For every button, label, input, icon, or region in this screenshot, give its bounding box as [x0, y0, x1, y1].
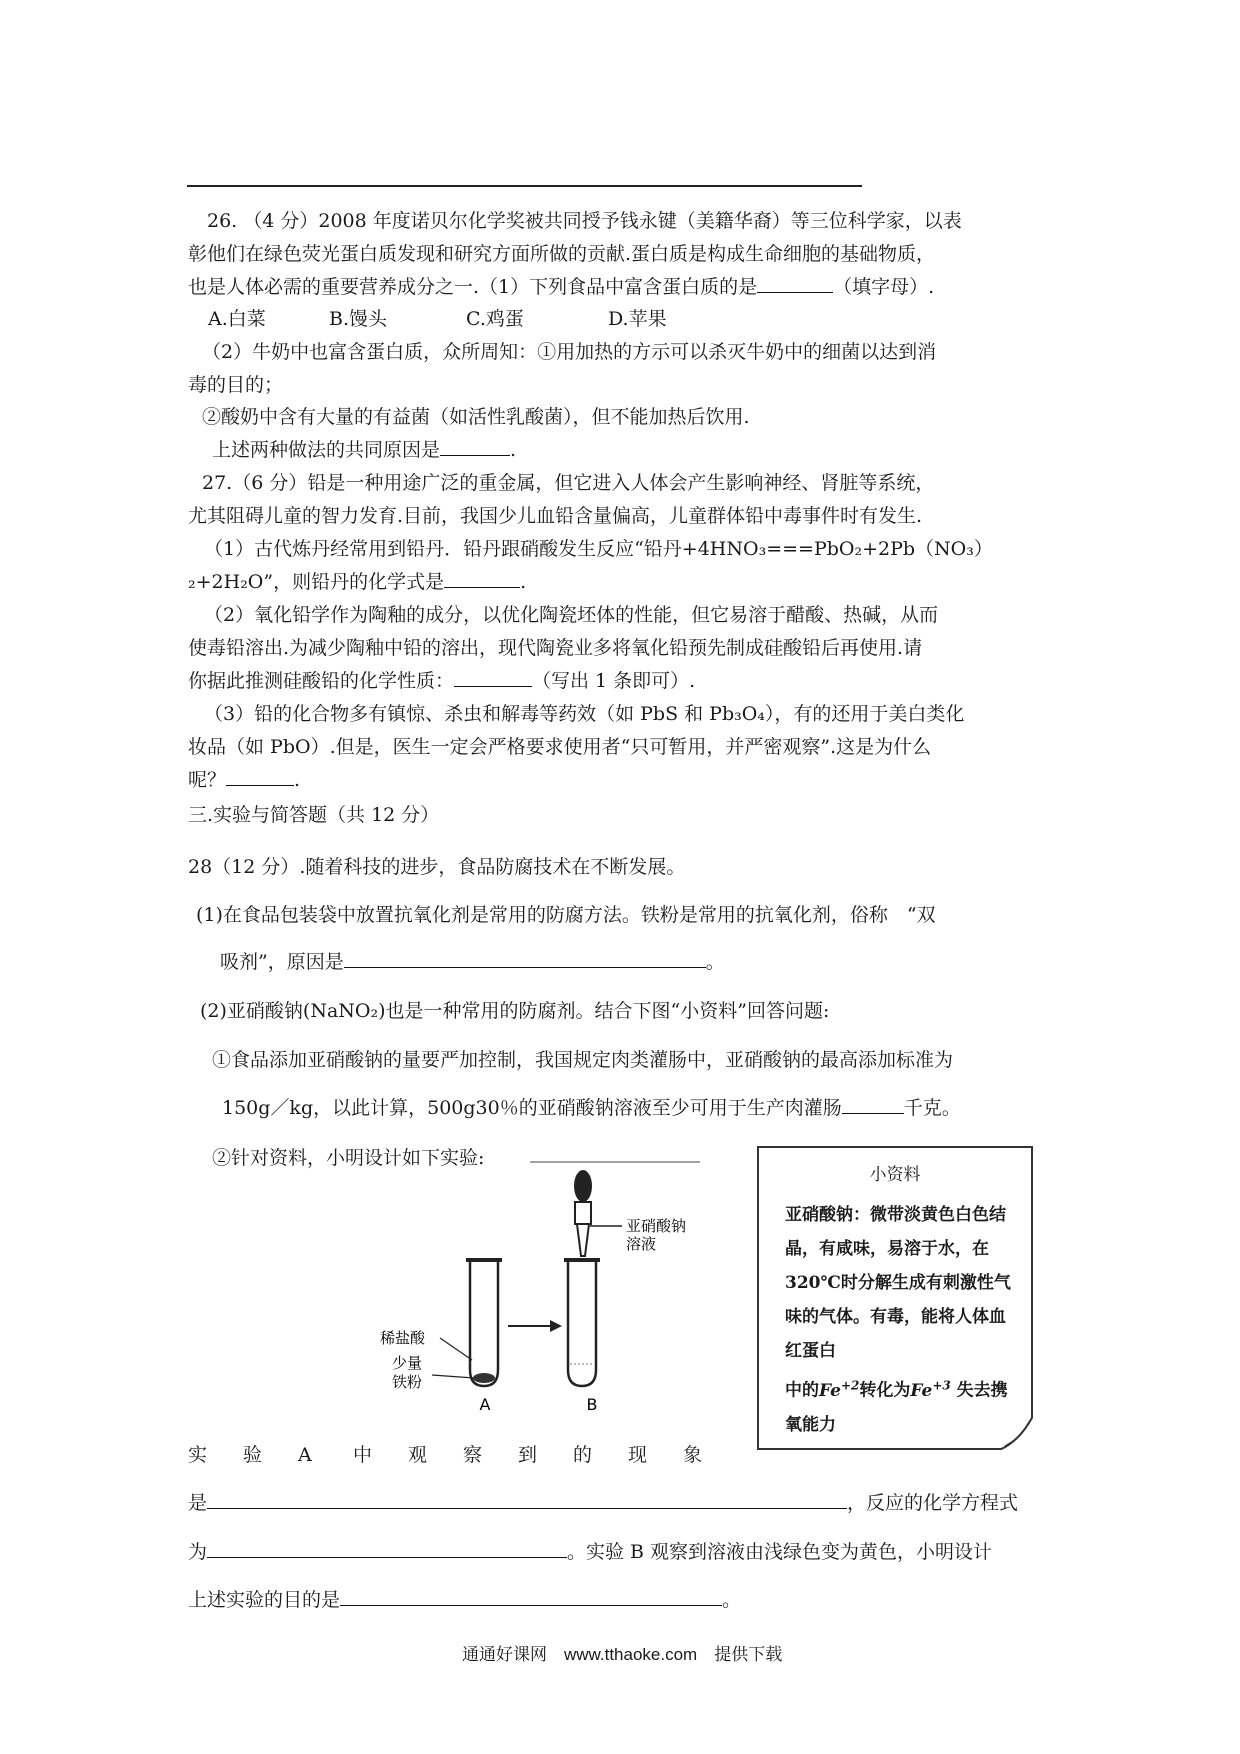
fe-symbol-1	[819, 1378, 860, 1401]
q28-part2-line1: (2)亚硝酸钠(NaNO₂)也是一种常用的防腐剂。结合下图“小资料”回答问题:	[200, 1000, 830, 1022]
q28-part1-line1: (1)在食品包装袋中放置抗氧化剂是常用的防腐方法。铁粉是常用的抗氧化剂，俗称 “双	[196, 904, 936, 926]
q26-line3-tail: （填字母）.	[833, 276, 935, 298]
q26-line3	[188, 272, 934, 299]
q26-answer-blank[interactable]	[757, 274, 833, 293]
note-text-3: 氧能力	[785, 1414, 836, 1435]
q26-line2: 彰他们在绿色荧光蛋白质发现和研究方面所做的贡献.蛋白质是构成生命细胞的基础物质，	[188, 243, 936, 265]
exp-char: 到	[518, 1444, 538, 1466]
exp-char: 的	[573, 1444, 593, 1466]
footer-credit: 通通好课网 www.tthaoke.com 提供下载	[462, 1645, 783, 1664]
q27-line2: 尤其阻碍儿童的智力发育.目前，我国少儿血铅含量偏高，儿童群体铅中毒事件时有发生.	[188, 505, 923, 527]
fe-oxidation-2: +3	[932, 1378, 951, 1392]
tube-a-label: A	[479, 1395, 491, 1414]
q27-part2-line1: （2）氧化铅学作为陶釉的成分，以优化陶瓷坯体的性能，但它易溶于醋酸、热碱，从而	[204, 604, 939, 626]
iron-label-leader	[432, 1375, 474, 1378]
q27-part3-line1: （3）铅的化合物多有镇惊、杀虫和解毒等药效（如 PbS 和 Pb₃O₄），有的还用于美白类化	[204, 703, 965, 725]
exp-char: 象	[683, 1444, 703, 1466]
iron-label-1: 少量	[392, 1354, 423, 1372]
q28-part1-line2-tail: 。	[705, 951, 725, 973]
tube-b-label: B	[586, 1395, 598, 1414]
q26-line1: 26. （4 分）2008 年度诺贝尔化学奖被共同授予钱永键（美籍华裔）等三位科学家，以表	[207, 210, 962, 232]
exp-char: 中	[353, 1444, 373, 1466]
exp-char: 现	[628, 1444, 648, 1466]
q28-exp-line3	[188, 1537, 992, 1564]
acid-label-leader	[440, 1338, 472, 1360]
q28-part2-sub2: ②针对资料，小明设计如下实验:	[212, 1147, 485, 1169]
q28-exp-line2-tail: ，反应的化学方程式	[847, 1492, 1019, 1514]
q26-part2-line1: （2）牛奶中也富含蛋白质，众所周知：①用加热的方示可以杀灭牛奶中的细菌以达到消	[202, 341, 937, 363]
q27-part1-line1: （1）古代炼丹经常用到铅丹．铅丹跟硝酸发生反应“铅丹+4HNO₃===PbO₂+2Pb（NO₃）	[204, 538, 993, 560]
q28-part2-sub1-line1: ①食品添加亚硝酸钠的量要严加控制，我国规定肉类灌肠中，亚硝酸钠的最高添加标准为	[212, 1049, 954, 1071]
fe-symbol-2	[910, 1378, 951, 1401]
q28-exp-line1	[188, 1440, 738, 1467]
dropper-icon	[574, 1170, 592, 1256]
exp-char: 观	[408, 1444, 428, 1466]
test-tube-b	[564, 1258, 600, 1386]
q28-exp-line4-text: 上述实验的目的是	[188, 1589, 341, 1611]
q26-option-b: B.馒头	[329, 308, 388, 330]
q27-part2-line3-text: 你据此推测硅酸铅的化学性质：	[188, 670, 455, 692]
note-text-2a: 中的	[785, 1380, 819, 1401]
q26-part2-answer-blank[interactable]	[440, 437, 510, 456]
q26-option-d: D.苹果	[608, 308, 667, 330]
q28-part1-line2-text: 吸剂”，原因是	[220, 951, 344, 973]
exp-char: 验	[243, 1444, 263, 1466]
q28-part2-sub1-line2-text: 150g／kg，以此计算，500g30％的亚硝酸钠溶液至少可用于生产肉灌肠	[222, 1097, 842, 1119]
q26-part2-line4-text: 上述两种做法的共同原因是	[212, 439, 441, 461]
q26-part2-line3: ②酸奶中含有大量的有益菌（如活性乳酸菌），但不能加热后饮用.	[202, 406, 750, 428]
note-body	[785, 1198, 1015, 1442]
q27-part2-line3	[188, 666, 695, 693]
exp-char: 实	[188, 1444, 208, 1466]
q27-part2-answer-blank[interactable]	[454, 668, 532, 687]
q27-part2-line2: 使毒铅溶出.为减少陶釉中铅的溶出，现代陶瓷业多将氧化铅预先制成硅酸铅后再使用.请	[188, 637, 923, 659]
note-text-1: 亚硝酸钠：微带淡黄色白色结晶，有咸味，易溶于水，在320℃时分解生成有刺激性气味的气体。有毒，能将人体血红蛋白	[785, 1205, 1011, 1361]
q28-part1-line2	[220, 947, 725, 974]
q27-part1-line2-text: ₂+2H₂O”，则铅丹的化学式是	[188, 571, 445, 593]
q28-exp-line3-text: 为	[188, 1541, 208, 1563]
q28-exp-line4-tail: 。	[722, 1589, 742, 1611]
q27-part3-line2: 妆品（如 PbO）.但是，医生一定会严格要求使用者“只可暂用，并严密观察”.这是为什么	[188, 736, 932, 758]
q26-part2-line4	[212, 435, 516, 462]
q28-part2-sub1-answer-blank[interactable]	[842, 1095, 904, 1114]
dropper-label-1: 亚硝酸钠	[626, 1217, 687, 1235]
q28-equation-blank[interactable]	[207, 1539, 567, 1558]
section-3-heading: 三.实验与简答题（共 12 分）	[188, 804, 440, 826]
info-note-box	[757, 1146, 1033, 1450]
q28-exp-line4	[188, 1585, 741, 1612]
q28-exp-line2-text: 是	[188, 1492, 208, 1514]
test-tube-a	[466, 1258, 502, 1386]
iron-label-2: 铁粉	[392, 1373, 423, 1391]
q26-line3-text: 也是人体必需的重要营养成分之一.（1）下列食品中富含蛋白质的是	[188, 276, 758, 298]
q26-part2-line2: 毒的目的；	[188, 374, 284, 396]
q26-part2-line4-tail: .	[510, 439, 517, 461]
dropper-label-2: 溶液	[626, 1235, 657, 1253]
arrow-icon	[508, 1320, 562, 1332]
top-rule	[187, 185, 862, 187]
note-title: 小资料	[869, 1165, 921, 1185]
experiment-diagram	[360, 1150, 705, 1420]
q26-option-c: C.鸡蛋	[466, 308, 524, 330]
page-curl-icon	[999, 1416, 1033, 1450]
q27-part2-line3-tail: （写出 1 条即可）.	[532, 670, 696, 692]
note-text-2e: 失去携	[956, 1380, 1008, 1401]
fe-oxidation-1: +2	[840, 1378, 860, 1392]
q28-part1-answer-blank[interactable]	[344, 949, 706, 968]
note-text-2c: 转化为	[859, 1380, 911, 1401]
q27-line1: 27.（6 分）铅是一种用途广泛的重金属，但它进入人体会产生影响神经、肾脏等系统，	[202, 472, 935, 494]
q27-part1-line2-tail: .	[520, 571, 527, 593]
exp-char: 察	[463, 1444, 483, 1466]
fe-text-1: Fe	[819, 1380, 841, 1401]
q27-part3-line3-tail: .	[294, 769, 301, 791]
q28-exp-line2	[188, 1488, 1018, 1515]
q28-part2-sub1-line2	[222, 1093, 961, 1120]
acid-label: 稀盐酸	[380, 1329, 426, 1347]
q27-part1-line2	[188, 567, 526, 594]
q27-part3-line3	[188, 765, 300, 792]
q28-purpose-blank[interactable]	[340, 1587, 722, 1606]
fe-text-2: Fe	[910, 1380, 933, 1401]
q28-intro: 28（12 分）.随着科技的进步，食品防腐技术在不断发展。	[188, 856, 686, 878]
q27-part3-line3-text: 呢？	[188, 769, 227, 791]
q27-part1-answer-blank[interactable]	[444, 569, 520, 588]
exp-char: A	[298, 1444, 312, 1466]
q28-part2-sub1-line2-tail: 千克。	[903, 1097, 961, 1119]
q26-option-a: A.白菜	[208, 308, 266, 330]
q28-exp-line3-tail: 。实验 B 观察到溶液由浅绿色变为黄色，小明设计	[567, 1541, 993, 1563]
q28-phenomenon-blank[interactable]	[207, 1490, 847, 1509]
q27-part3-answer-blank[interactable]	[226, 767, 294, 786]
